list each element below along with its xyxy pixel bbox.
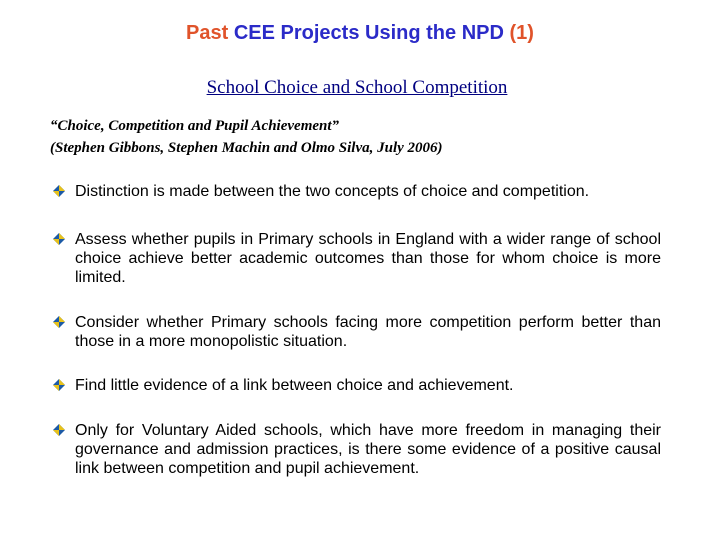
diamond-bullet-icon: [53, 379, 65, 391]
bullet-item: [53, 313, 661, 351]
bullet-item: [53, 376, 661, 395]
slide-title: [0, 22, 720, 45]
bullet-text: Assess whether pupils in Primary schools in England with a wider range of school choice achieve better academic outcomes than those for whom choice is more limited.: [75, 231, 661, 286]
bullet-text: Only for Voluntary Aided schools, which have more freedom in managing their governance and admission practices, is there some evidence of a positive causal link between competition and pupil achievement.: [75, 422, 661, 477]
diamond-bullet-icon: [53, 316, 65, 328]
bullet-text: Consider whether Primary schools facing more competition perform better than those in a more monopolistic situation.: [75, 314, 661, 350]
paper-title: “Choice, Competition and Pupil Achievement”: [50, 118, 340, 134]
diamond-bullet-icon: [53, 233, 65, 245]
bullet-item: [53, 421, 661, 478]
title-past: Past: [186, 22, 229, 44]
section-subtitle: School Choice and School Competition: [206, 77, 508, 98]
diamond-bullet-icon: [53, 185, 65, 197]
bullet-text: Find little evidence of a link between choice and achievement.: [75, 377, 514, 394]
diamond-bullet-icon: [53, 424, 65, 436]
paper-authors: (Stephen Gibbons, Stephen Machin and Olmo Silva, July 2006): [50, 140, 443, 156]
title-main: CEE Projects Using the NPD: [233, 22, 504, 44]
bullet-text: Distinction is made between the two concepts of choice and competition.: [75, 183, 590, 200]
title-number: (1): [509, 22, 534, 44]
bullet-item: [53, 230, 661, 287]
bullet-item: [53, 182, 661, 201]
